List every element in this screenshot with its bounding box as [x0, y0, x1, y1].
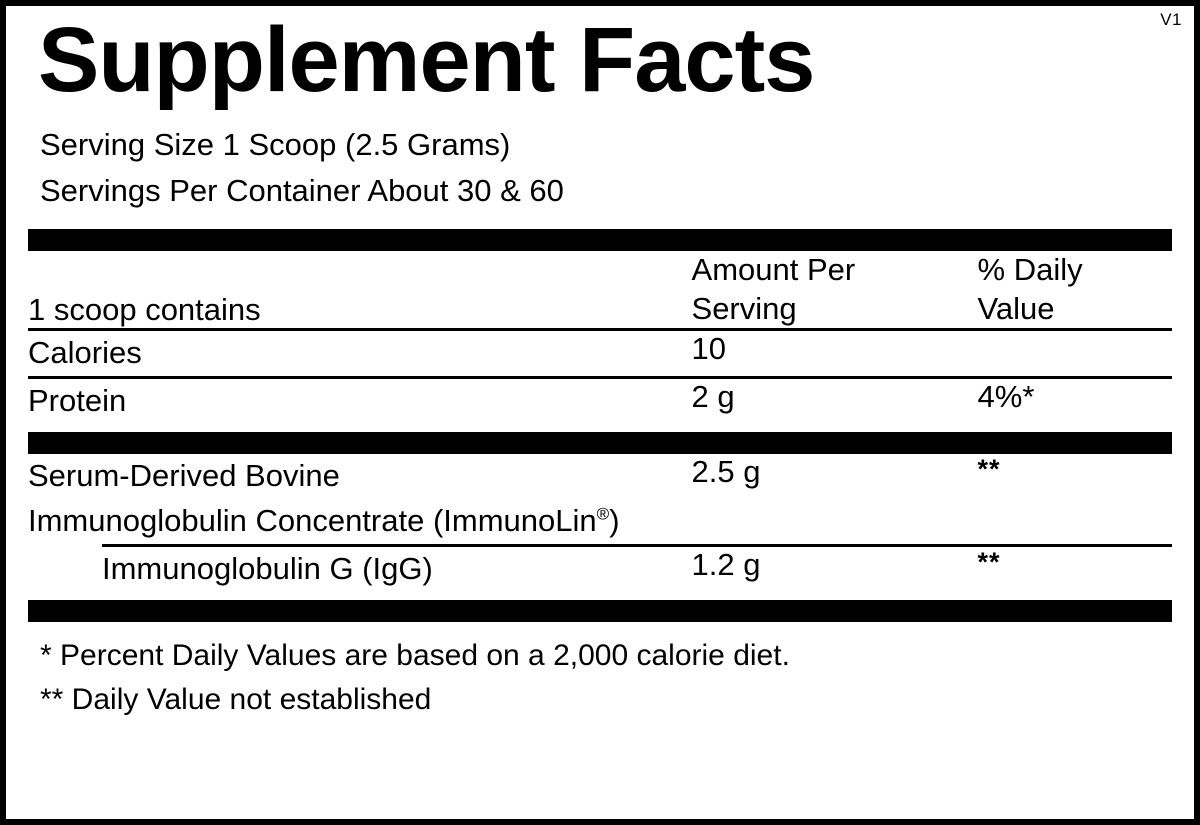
ingredients-table	[28, 454, 1172, 544]
ingredient-dv-igg: **	[977, 547, 1001, 578]
table-header-row	[28, 251, 1172, 329]
footnote-daily-value: * Percent Daily Values are based on a 2,000 calorie diet.	[40, 639, 790, 673]
nutrient-dv-protein: 4%*	[977, 379, 1035, 415]
column-header-amount-line1: Amount Per	[691, 251, 856, 287]
column-header-dv-line1: % Daily	[977, 251, 1083, 287]
table-row	[28, 454, 1172, 544]
ingredient-name-line1: Serum-Derived Bovine	[28, 458, 340, 494]
ingredient-dv-immunolin: **	[977, 454, 1001, 485]
table-row	[28, 331, 1172, 376]
footnote-not-established: ** Daily Value not established	[40, 682, 432, 716]
nutrient-amount-calories: 10	[691, 331, 726, 367]
registered-trademark-icon: ®	[596, 504, 610, 524]
column-header-dv-line2: Value	[977, 290, 1055, 326]
table-row	[28, 547, 1172, 592]
column-header-name: 1 scoop contains	[28, 292, 261, 328]
page-title: Supplement Facts	[38, 9, 815, 111]
nutrient-name-calories: Calories	[28, 335, 142, 371]
version-label: V1	[1160, 10, 1182, 29]
nutrient-dv-calories	[978, 331, 1172, 376]
ingredient-name-line2	[28, 499, 692, 544]
serving-size: Serving Size 1 Scoop (2.5 Grams)	[40, 126, 511, 162]
nutrient-name-protein: Protein	[28, 383, 127, 419]
divider-bar-top	[28, 229, 1172, 251]
ingredient-name-line2-pre: Immunoglobulin Concentrate (ImmunoLin	[28, 503, 597, 539]
subingredient-table	[28, 547, 1172, 592]
divider-bar-middle	[28, 432, 1172, 454]
nutrient-amount-protein: 2 g	[691, 379, 735, 415]
footnotes	[40, 634, 1172, 721]
ingredient-name-line2-post: )	[609, 503, 620, 539]
column-header-amount	[692, 251, 978, 329]
ingredient-name-igg: Immunoglobulin G (IgG)	[102, 551, 433, 587]
ingredient-amount-immunolin: 2.5 g	[691, 454, 761, 490]
ingredient-amount-igg: 1.2 g	[691, 547, 761, 583]
serving-info	[40, 122, 1172, 215]
protein-table	[28, 379, 1172, 424]
ingredient-name-immunolin	[28, 454, 692, 544]
table-row	[28, 379, 1172, 424]
column-header-daily-value	[978, 251, 1172, 329]
divider-bar-bottom	[28, 600, 1172, 622]
nutrition-table	[28, 251, 1172, 329]
servings-per-container: Servings Per Container About 30 & 60	[40, 173, 564, 209]
column-header-amount-line2: Serving	[691, 290, 797, 326]
nutrients-table	[28, 331, 1172, 376]
